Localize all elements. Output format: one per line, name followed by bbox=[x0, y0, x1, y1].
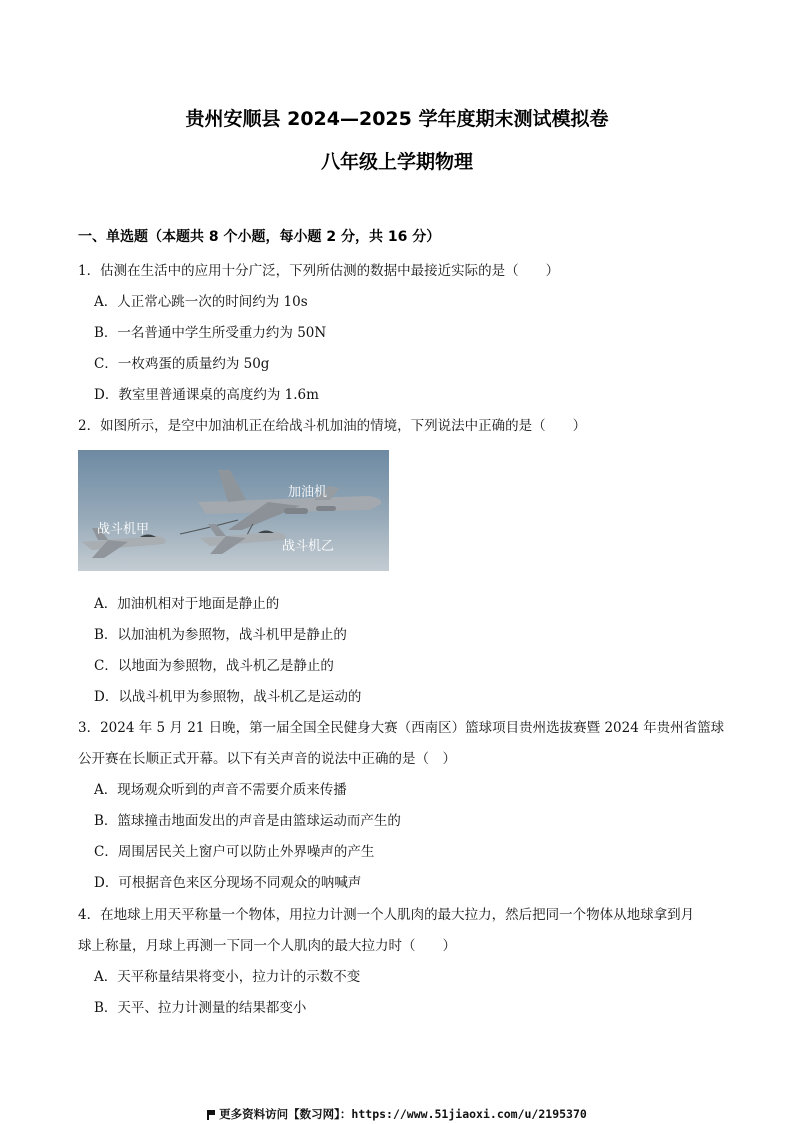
footer bbox=[0, 1106, 794, 1122]
question-4-stem-line-2: 球上称量，月球上再测一下同一个人肌肉的最大拉力时（ ） bbox=[78, 938, 456, 954]
question-4-stem-line-1: 4．在地球上用天平称量一个物体，用拉力计测一个人肌肉的最大拉力，然后把同一个物体从地球拿到月 bbox=[78, 907, 695, 923]
footer-link[interactable]: 更多资料访问【数习网】：https://www.51jiaoxi.com/u/2195370 bbox=[219, 1107, 587, 1121]
section-heading: 一、单选题（本题共 8 个小题，每小题 2 分，共 16 分） bbox=[78, 229, 441, 245]
question-3-stem-line-2: 公开赛在长顺正式开幕。以下有关声音的说法中正确的是（ ） bbox=[78, 751, 456, 767]
question-3-option-a: A．现场观众听到的声音不需要介质来传播 bbox=[94, 782, 347, 798]
question-2-option-b: B．以加油机为参照物，战斗机甲是静止的 bbox=[94, 627, 347, 643]
question-4-option-b: B．天平、拉力计测量的结果都变小 bbox=[94, 1000, 307, 1016]
fighter-b-label: 战斗机乙 bbox=[282, 539, 335, 554]
question-2-option-a: A．加油机相对于地面是静止的 bbox=[94, 596, 280, 612]
question-1-option-d: D．教室里普通课桌的高度约为 1.6m bbox=[94, 387, 319, 403]
question-3-stem-line-1: 3．2024 年 5 月 21 日晚，第一届全国全民健身大赛（西南区）篮球项目贵州选拔赛暨 2024 年贵州省篮球 bbox=[78, 720, 725, 736]
question-2-option-d: D．以战斗机甲为参照物，战斗机乙是运动的 bbox=[94, 689, 362, 705]
question-1-option-c: C．一枚鸡蛋的质量约为 50g bbox=[94, 356, 270, 372]
fighter-a-label: 战斗机甲 bbox=[97, 522, 150, 537]
question-3-option-d: D．可根据音色来区分现场不同观众的呐喊声 bbox=[94, 875, 362, 891]
question-3-option-b: B．篮球撞击地面发出的声音是由篮球运动而产生的 bbox=[94, 813, 401, 829]
aerial-refueling-figure bbox=[78, 450, 389, 571]
page-title: 贵州安顺县 2024—2025 学年度期末测试模拟卷 bbox=[185, 108, 609, 130]
question-2-stem: 2．如图所示，是空中加油机正在给战斗机加油的情境，下列说法中正确的是（ ） bbox=[78, 418, 587, 434]
flag-icon bbox=[207, 1110, 215, 1119]
aerial-refueling-illustration bbox=[78, 450, 389, 571]
question-1-stem: 1．估测在生活中的应用十分广泛，下列所估测的数据中最接近实际的是（ ） bbox=[78, 263, 560, 279]
page-subtitle: 八年级上学期物理 bbox=[320, 151, 473, 173]
question-1-option-a: A．人正常心跳一次的时间约为 10s bbox=[94, 294, 308, 310]
tanker-label: 加油机 bbox=[288, 485, 328, 500]
question-2-option-c: C．以地面为参照物，战斗机乙是静止的 bbox=[94, 658, 334, 674]
question-3-option-c: C．周围居民关上窗户可以防止外界噪声的产生 bbox=[94, 844, 375, 860]
question-1-option-b: B．一名普通中学生所受重力约为 50N bbox=[94, 325, 327, 341]
question-4-option-a: A．天平称量结果将变小，拉力计的示数不变 bbox=[94, 969, 361, 985]
